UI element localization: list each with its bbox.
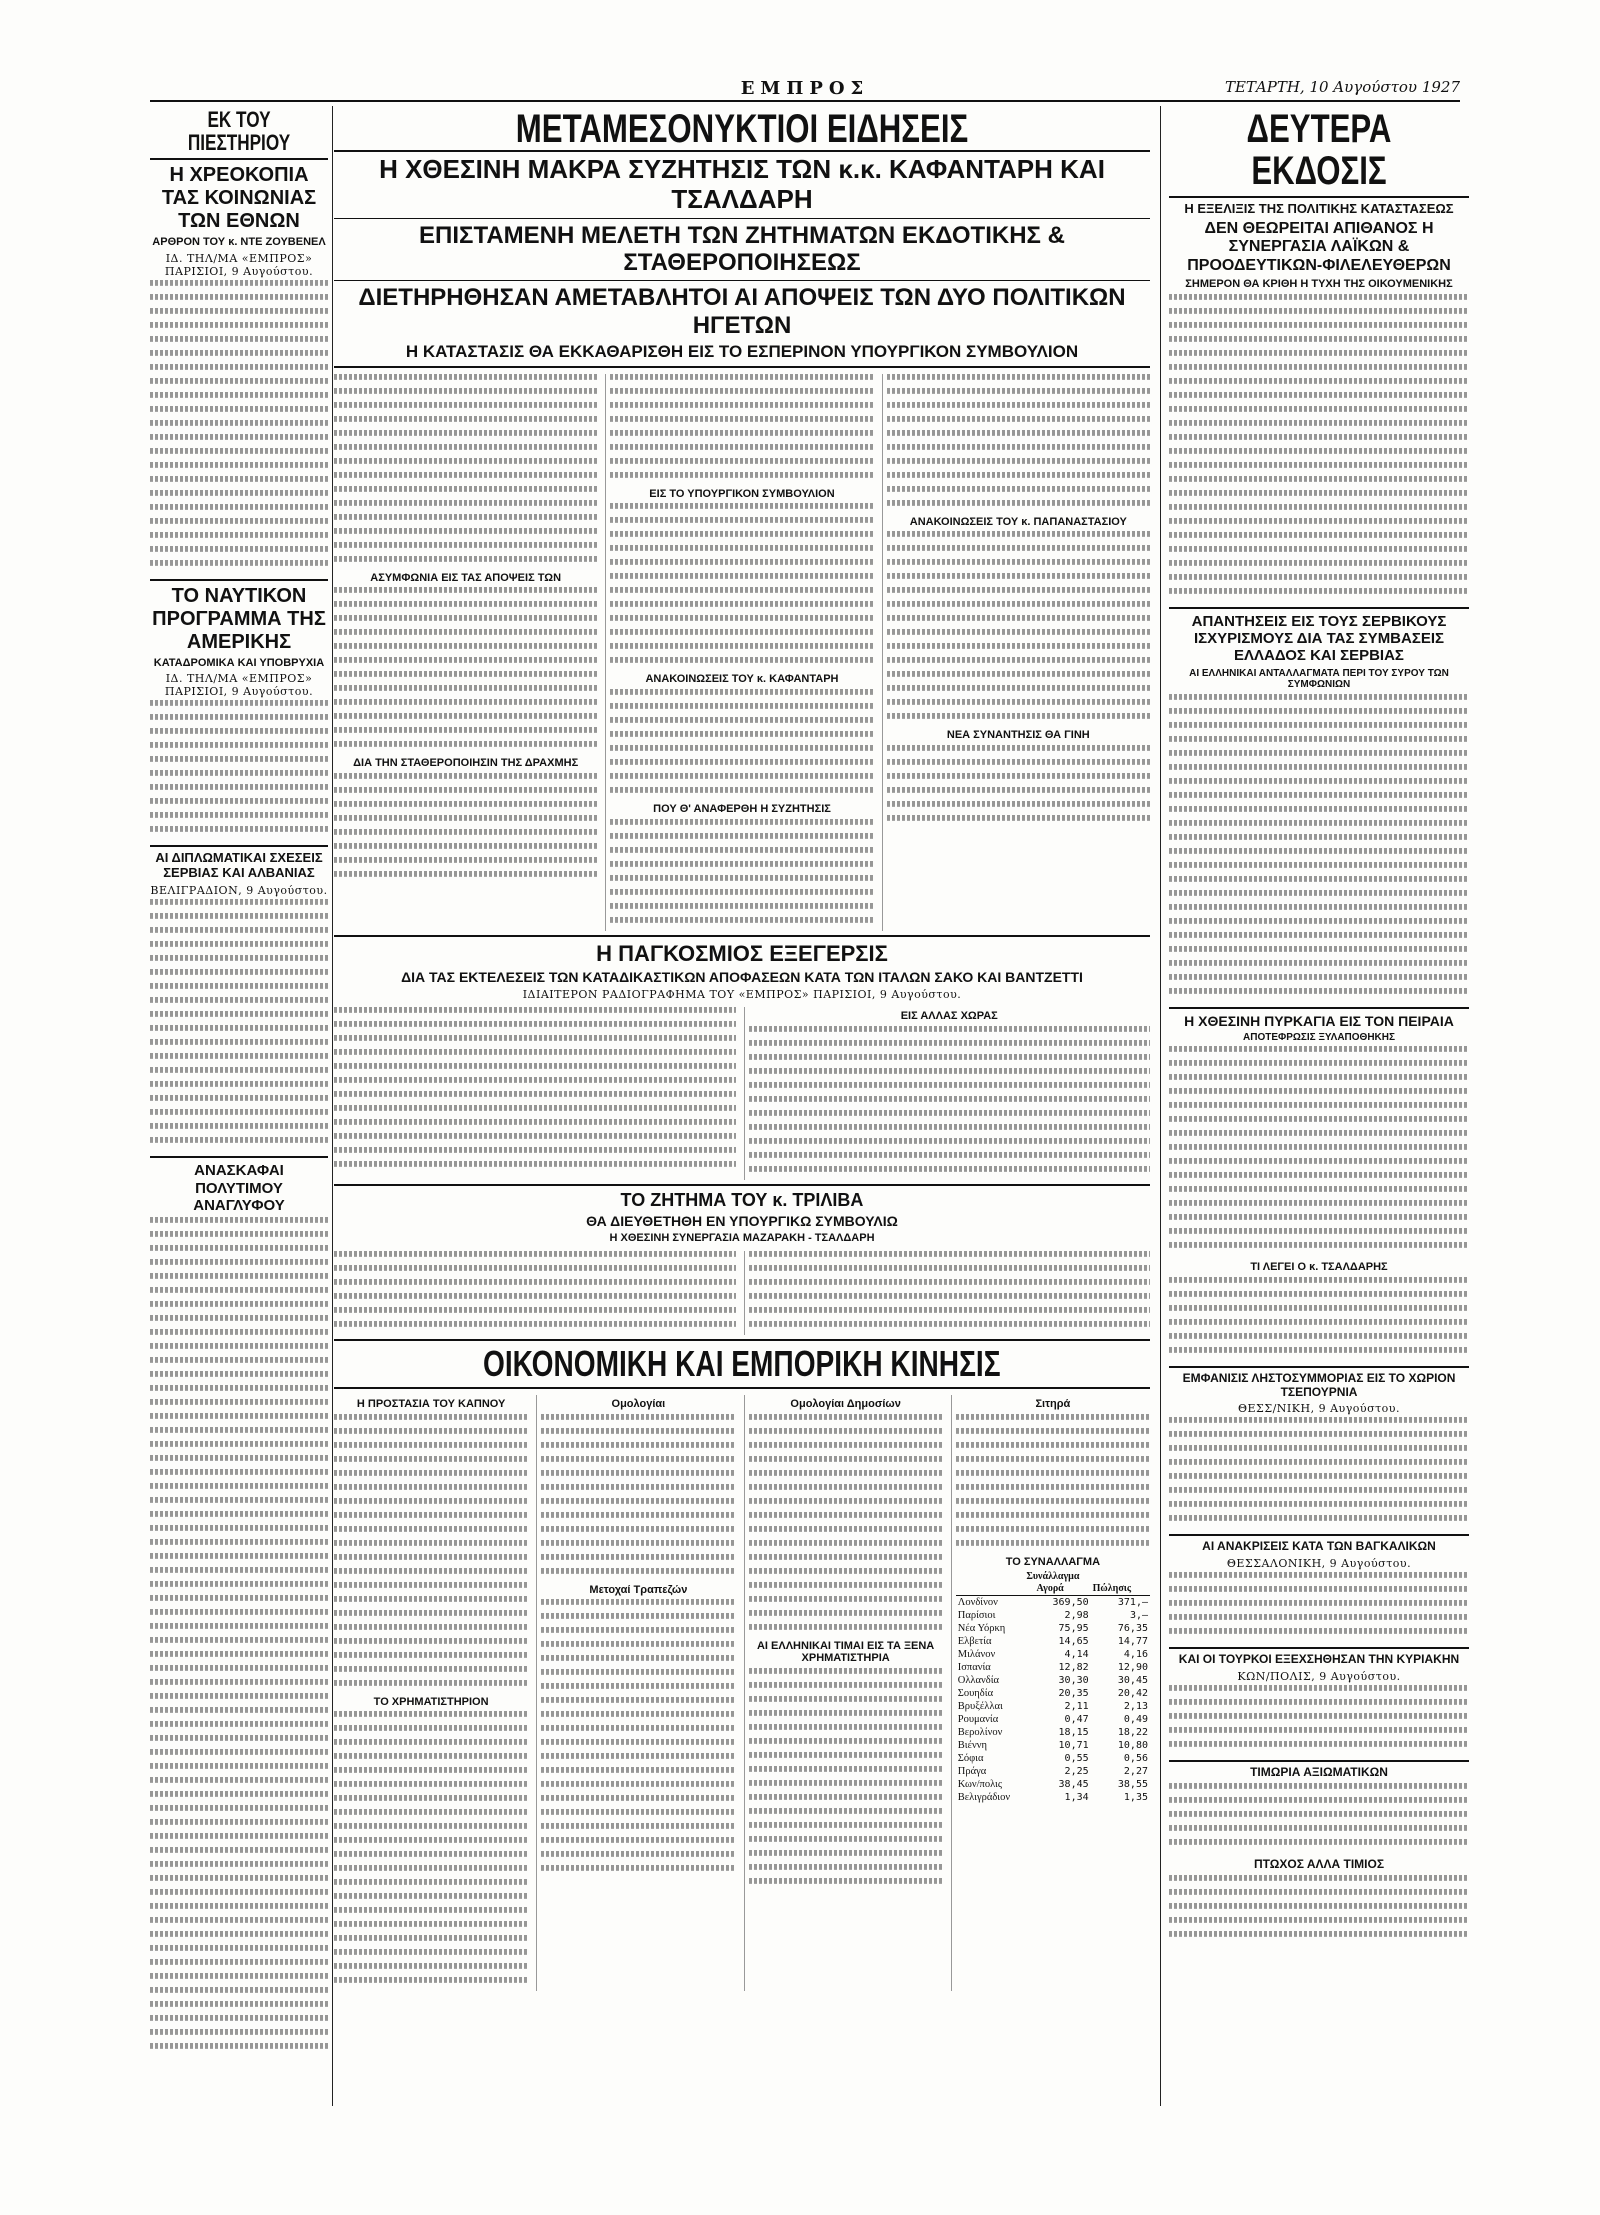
foreign-markets-subhead: ΑΙ ΕΛΛΗΝΙΚΑΙ ΤΙΜΑΙ ΕΙΣ ΤΑ ΞΕΝΑ ΧΡΗΜΑΤΙΣΤΗΡΙΑ <box>756 1639 935 1665</box>
table-row <box>956 1700 1150 1713</box>
cabinet-subhead: ΕΙΣ ΤΟ ΥΠΟΥΡΓΙΚΟΝ ΣΥΜΒΟΥΛΙΟΝ <box>649 487 835 500</box>
currency-name: Μιλάνον <box>957 1649 996 1661</box>
buy-rate: 14,65 <box>1058 1636 1089 1648</box>
buy-rate: 2,98 <box>1064 1610 1089 1622</box>
buy-rate: 38,45 <box>1058 1779 1089 1791</box>
tobacco-subhead: Η ΠΡΟΣΤΑΣΙΑ ΤΟΥ ΚΑΠΝΟΥ <box>356 1397 506 1410</box>
sell-rate: 12,90 <box>1117 1662 1148 1674</box>
sell-rate: 30,45 <box>1117 1675 1148 1687</box>
sell-rate: 76,35 <box>1117 1623 1148 1635</box>
officers-article-body <box>1169 1783 1469 1852</box>
buy-rate: 10,71 <box>1058 1740 1089 1752</box>
masthead <box>150 78 1460 102</box>
inquiry-article-body <box>1169 1572 1469 1641</box>
currency-name: Βιέννη <box>957 1740 987 1752</box>
discussion-subhead: ΠΟΥ Θ' ΑΝΑΦΕΡΘΗ Η ΣΥΖΗΤΗΣΙΣ <box>653 802 831 815</box>
sell-rate: 1,35 <box>1123 1792 1148 1804</box>
sell-rate: 20,42 <box>1117 1688 1148 1700</box>
bank-shares-subhead: Μετοχαί Τραπεζών <box>589 1583 688 1596</box>
table-row <box>956 1609 1150 1622</box>
sell-rate: 3,— <box>1129 1610 1148 1622</box>
middle-column <box>334 106 1150 2106</box>
serbian-claims-headline: ΑΠΑΝΤΗΣΕΙΣ ΕΙΣ ΤΟΥΣ ΣΕΡΒΙΚΟΥΣ ΙΣΧΥΡΙΣΜΟΥΣ ΔΙΑ ΤΑΣ ΣΥΜΒΑΣΕΙΣ ΕΛΛΑΔΟΣ ΚΑΙ ΣΕΡΒΙΑΣ <box>1191 612 1447 665</box>
fire-headline: Η ΧΘΕΣΙΝΗ ΠΥΡΚΑΓΙΑ ΕΙΣ ΤΟΝ ΠΕΙΡΑΙΑ <box>1184 1012 1454 1029</box>
inquiry-headline: ΑΙ ΑΝΑΚΡΙΣΕΙΣ ΚΑΤΑ ΤΩΝ ΒΑΓΚΑΛΙΚΩΝ <box>1202 1539 1436 1554</box>
inquiry-dateline: ΘΕΣΣΑΛΟΝΙΚΗ, 9 Αυγούστου. <box>1226 1557 1412 1571</box>
table-row <box>956 1661 1150 1674</box>
table-row <box>956 1791 1150 1804</box>
politics-article-body <box>1169 294 1469 601</box>
political-col-2 <box>605 374 873 931</box>
navy-dateline: ΙΔ. ΤΗΛ/ΜΑ «ΕΜΠΡΟΣ» ΠΑΡΙΣΙΟΙ, 9 Αυγούστου. <box>164 672 314 699</box>
buy-rate: 30,30 <box>1058 1675 1089 1687</box>
currency-name: Βελιγράδιον <box>957 1792 1011 1804</box>
diplomacy-dateline: ΒΕΛΙΓΡΑΔΙΟΝ, 9 Αυγούστου. <box>150 884 328 898</box>
trilivas-headline: ΤΟ ΖΗΤΗΜΑ ΤΟΥ κ. ΤΡΙΛΙΒΑ <box>620 1189 864 1210</box>
new-meeting-subhead: ΝΕΑ ΣΥΝΑΝΤΗΣΙΣ ΘΑ ΓΙΝΗ <box>946 729 1090 742</box>
league-byline: ΑΡΘΡΟΝ ΤΟΥ κ. ΝΤΕ ΖΟΥΒΕΝΕΛ <box>152 236 326 249</box>
uprising-col-1 <box>334 1007 736 1180</box>
exchange-header-currency <box>956 1582 1035 1596</box>
issue-date: ΤΕΤΑΡΤΗ, 10 Αυγούστου 1927 <box>1224 78 1460 96</box>
currency-name: Ισπανία <box>957 1662 991 1674</box>
exchange-table-header <box>956 1582 1150 1596</box>
buy-rate: 0,47 <box>1064 1714 1089 1726</box>
coalition-fate-headline: ΣΗΜΕΡΟΝ ΘΑ ΚΡΙΘΗ Η ΤΥΧΗ ΤΗΣ ΟΙΚΟΥΜΕΝΙΚΗΣ <box>1185 278 1453 291</box>
fire-article-body <box>1169 1046 1469 1255</box>
sell-rate: 2,13 <box>1123 1701 1148 1713</box>
excavation-article-body <box>150 1217 328 2056</box>
sacco-vanzetti-subhead: ΔΙΑ ΤΑΣ ΕΚΤΕΛΕΣΕΙΣ ΤΩΝ ΚΑΤΑΔΙΚΑΣΤΙΚΩΝ ΑΠΟΦΑΣΕΩΝ ΚΑΤΑ ΤΩΝ ΙΤΑΛΩΝ ΣΑΚΟ ΚΑΙ ΒΑΝΤΖΕΤΤΙ <box>401 968 1083 985</box>
uprising-dateline: ΙΔΙΑΙΤΕΡΟΝ ΡΑΔΙΟΓΡΑΦΗΜΑ ΤΟΥ «ΕΜΠΡΟΣ» ΠΑΡΙΣΙΟΙ, 9 Αυγούστου. <box>522 988 962 1002</box>
sell-rate: 18,22 <box>1117 1727 1148 1739</box>
currency-name: Πράγα <box>957 1766 987 1778</box>
table-row <box>956 1765 1150 1778</box>
table-row <box>956 1596 1150 1610</box>
currency-name: Λονδίνον <box>957 1597 998 1609</box>
stabilisation-headline: ΕΠΙΣΤΑΜΕΝΗ ΜΕΛΕΤΗ ΤΩΝ ΖΗΤΗΜΑΤΩΝ ΕΚΔΟΤΙΚΗΣ & ΣΤΑΘΕΡΟΠΟΙΗΣΕΩΣ <box>419 221 1065 277</box>
right-column <box>1160 106 1469 2106</box>
economic-col-2 <box>536 1395 735 1991</box>
debate-headline: Η ΧΘΕΣΙΝΗ ΜΑΚΡΑ ΣΥΖΗΤΗΣΙΣ ΤΩΝ κ.κ. ΚΑΦΑΝΤΑΡΗ ΚΑΙ ΤΣΑΛΔΑΡΗ <box>379 154 1105 214</box>
trilivas-columns <box>334 1251 1150 1335</box>
currency-name: Βρυξέλλαι <box>957 1701 1003 1713</box>
poor-honest-article-body <box>1169 1875 1469 1944</box>
newspaper-name: ΕΜΠΡΟΣ <box>740 78 870 99</box>
navy-headline: ΤΟ ΝΑΥΤΙΚΟΝ ΠΡΟΓΡΑΜΜΑ ΤΗΣ ΑΜΕΡΙΚΗΣ <box>152 584 326 653</box>
drachma-subhead: ΔΙΑ ΤΗΝ ΣΤΑΘΕΡΟΠΟΙΗΣΙΝ ΤΗΣ ΔΡΑΧΜΗΣ <box>353 757 579 770</box>
trilivas-subhead-1: ΘΑ ΔΙΕΥΘΕΤΗΘΗ ΕΝ ΥΠΟΥΡΓΙΚΩ ΣΥΜΒΟΥΛΙΩ <box>586 1213 898 1230</box>
buy-rate: 2,25 <box>1064 1766 1089 1778</box>
turks-headline: ΚΑΙ ΟΙ ΤΟΥΡΚΟΙ ΕΞΕΧΣΗΘΗΣΑΝ ΤΗΝ ΚΥΡΙΑΚΗΝ <box>1178 1652 1460 1667</box>
sell-rate: 14,77 <box>1117 1636 1148 1648</box>
currency-name: Σόφια <box>957 1753 984 1765</box>
cooperation-headline: ΔΕΝ ΘΕΩΡΕΙΤΑΙ ΑΠΙΘΑΝΟΣ Η ΣΥΝΕΡΓΑΣΙΑ ΛΑΪΚΩΝ & ΠΡΟΟΔΕΥΤΙΚΩΝ-ΦΙΛΕΛΕΥΘΕΡΩΝ <box>1187 219 1451 274</box>
trilivas-col-2 <box>744 1251 1151 1335</box>
buy-rate: 1,34 <box>1064 1792 1089 1804</box>
excavation-headline: ΑΝΑΣΚΑΦΑΙ ΠΟΛΥΤΙΜΟΥ ΑΝΑΓΛΥΦΟΥ <box>193 1162 285 1214</box>
officers-headline: ΤΙΜΩΡΙΑ ΑΞΙΩΜΑΤΙΚΩΝ <box>1250 1764 1388 1779</box>
table-row <box>956 1687 1150 1700</box>
serbian-article-body <box>1169 694 1469 1001</box>
exchange-market-subhead: ΤΟ ΧΡΗΜΑΤΙΣΤΗΡΙΟΝ <box>373 1695 489 1708</box>
papanastasiou-subhead: ΑΝΑΚΟΙΝΩΣΕΙΣ ΤΟΥ κ. ΠΑΠΑΝΑΣΤΑΣΙΟΥ <box>909 515 1127 528</box>
sell-rate: 371,— <box>1117 1597 1148 1609</box>
table-row <box>956 1713 1150 1726</box>
trilivas-col-1 <box>334 1251 736 1335</box>
political-situation-headline: Η ΕΞΕΛΙΞΙΣ ΤΗΣ ΠΟΛΙΤΙΚΗΣ ΚΑΤΑΣΤΑΣΕΩΣ <box>1184 201 1454 216</box>
economic-columns <box>334 1395 1150 1991</box>
exchange-header-sell: Πώλησις <box>1091 1582 1150 1596</box>
kafantaris-subhead: ΑΝΑΚΟΙΝΩΣΕΙΣ ΤΟΥ κ. ΚΑΦΑΝΤΑΡΗ <box>645 673 839 686</box>
currency-subhead: ΤΟ ΣΥΝΑΛΛΑΓΜΑ <box>1005 1555 1101 1568</box>
bandits-article-body <box>1169 1417 1469 1528</box>
leaders-headline: ΔΙΕΤΗΡΗΘΗΣΑΝ ΑΜΕΤΑΒΛΗΤΟΙ ΑΙ ΑΠΟΨΕΙΣ ΤΩΝ ΔΥΟ ΠΟΛΙΤΙΚΩΝ ΗΓΕΤΩΝ <box>358 283 1126 339</box>
currency-name: Σουηδία <box>957 1688 994 1700</box>
bandits-dateline: ΘΕΣΣ/ΝΙΚΗ, 9 Αυγούστου. <box>1238 1402 1400 1416</box>
currency-name: Ρουμανία <box>957 1714 999 1726</box>
buy-rate: 4,14 <box>1064 1649 1089 1661</box>
sell-rate: 2,27 <box>1123 1766 1148 1778</box>
turks-dateline: ΚΩΝ/ΠΟΛΙΣ, 9 Αυγούστου. <box>1237 1669 1401 1683</box>
buy-rate: 369,50 <box>1052 1597 1089 1609</box>
currency-name: Παρίσιοι <box>957 1610 996 1622</box>
table-row <box>956 1635 1150 1648</box>
table-row <box>956 1622 1150 1635</box>
sell-rate: 4,16 <box>1123 1649 1148 1661</box>
trilivas-subhead-2: Η ΧΘΕΣΙΝΗ ΣΥΝΕΡΓΑΣΙΑ ΜΑΖΑΡΑΚΗ - ΤΣΑΛΔΑΡΗ <box>609 1232 875 1245</box>
grain-subhead: Σιτηρά <box>1035 1397 1071 1410</box>
league-article-body <box>150 280 328 573</box>
left-column <box>150 106 333 2106</box>
sell-rate: 10,80 <box>1117 1740 1148 1752</box>
tsaldaris-article-body <box>1169 1277 1469 1360</box>
economic-col-3 <box>744 1395 943 1991</box>
other-countries-subhead: ΕΙΣ ΑΛΛΑΣ ΧΩΡΑΣ <box>900 1010 998 1023</box>
buy-rate: 0,55 <box>1064 1753 1089 1765</box>
table-row <box>956 1674 1150 1687</box>
uprising-headline: Η ΠΑΓΚΟΣΜΙΟΣ ΕΞΕΓΕΡΣΙΣ <box>596 940 888 966</box>
sell-rate: 0,56 <box>1123 1753 1148 1765</box>
currency-name: Ελβετία <box>957 1636 992 1648</box>
table-row <box>956 1752 1150 1765</box>
buy-rate: 18,15 <box>1058 1727 1089 1739</box>
exchange-header-buy: Αγορά <box>1035 1582 1091 1596</box>
political-columns <box>334 374 1150 931</box>
public-bonds-subhead: Ομολογίαι Δημοσίων <box>790 1397 901 1410</box>
uprising-col-2 <box>744 1007 1151 1180</box>
serbian-claims-subhead: ΑΙ ΕΛΛΗΝΙΚΑΙ ΑΝΤΑΛΛΑΓΜΑΤΑ ΠΕΡΙ ΤΟΥ ΣΥΡΟΥ ΤΩΝ ΣΥΜΦΩΝΙΩΝ <box>1189 667 1449 690</box>
league-headline: Η ΧΡΕΟΚΟΠΙΑ ΤΑΣ ΚΟΙΝΩΝΙΑΣ ΤΩΝ ΕΘΝΩΝ <box>161 164 317 233</box>
economic-col-4 <box>951 1395 1150 1991</box>
political-col-3 <box>882 374 1150 931</box>
buy-rate: 12,82 <box>1058 1662 1089 1674</box>
bonds-subhead: Ομολογίαι <box>611 1397 666 1410</box>
table-row <box>956 1726 1150 1739</box>
currency-name: Νέα Υόρκη <box>957 1623 1006 1635</box>
navy-article-body <box>150 700 328 839</box>
economic-col-1 <box>334 1395 528 1991</box>
buy-rate: 75,95 <box>1058 1623 1089 1635</box>
table-row <box>956 1739 1150 1752</box>
currency-name: Βερολίνον <box>957 1727 1003 1739</box>
buy-rate: 2,11 <box>1064 1701 1089 1713</box>
economic-banner: ΟΙΚΟΝΟΜΙΚΗ ΚΑΙ ΕΜΠΟΡΙΚΗ ΚΙΝΗΣΙΣ <box>483 1343 1001 1385</box>
currency-name: Ολλανδία <box>957 1675 1000 1687</box>
tsaldaris-subhead: ΤΙ ΛΕΓΕΙ Ο κ. ΤΣΑΛΔΑΡΗΣ <box>1250 1261 1388 1274</box>
diplomacy-article-body <box>150 899 328 1150</box>
league-dateline: ΙΔ. ΤΗΛ/ΜΑ «ΕΜΠΡΟΣ» ΠΑΡΙΣΙΟΙ, 9 Αυγούστου. <box>164 251 314 278</box>
table-row <box>956 1778 1150 1791</box>
fire-subhead: ΑΠΟΤΕΦΡΩΣΙΣ ΞΥΛΑΠΟΘΗΚΗΣ <box>1243 1031 1395 1043</box>
navy-subheadline: ΚΑΤΑΔΡΟΜΙΚΑ ΚΑΙ ΥΠΟΒΡΥΧΙΑ <box>153 656 325 669</box>
sell-rate: 38,55 <box>1117 1779 1148 1791</box>
turks-article-body <box>1169 1685 1469 1754</box>
cabinet-headline: Η ΚΑΤΑΣΤΑΣΙΣ ΘΑ ΕΚΚΑΘΑΡΙΣΘΗ ΕΙΣ ΤΟ ΕΣΠΕΡΙΝΟΝ ΥΠΟΥΡΓΙΚΟΝ ΣΥΜΒΟΥΛΙΟΝ <box>405 342 1079 362</box>
diplomacy-headline: ΑΙ ΔΙΠΛΩΜΑΤΙΚΑΙ ΣΧΕΣΕΙΣ ΣΕΡΒΙΑΣ ΚΑΙ ΑΛΒΑΝΙΑΣ <box>155 850 323 881</box>
currency-name: Κων/πολις <box>957 1779 1003 1791</box>
midnight-news-banner: ΜΕΤΑΜΕΣΟΝΥΚΤΙΟΙ ΕΙΔΗΣΕΙΣ <box>334 108 1150 152</box>
exchange-table-caption: Συνάλλαγμα <box>1026 1571 1080 1583</box>
political-col-1 <box>334 374 597 931</box>
bandits-headline: ΕΜΦΑΝΙΣΙΣ ΛΗΣΤΟΣΥΜΜΟΡΙΑΣ ΕΙΣ ΤΟ ΧΩΡΙΟΝ ΤΣΕΠΟΥΡΝΙΑ <box>1182 1370 1456 1399</box>
exchange-rate-table <box>956 1571 1150 1804</box>
buy-rate: 20,35 <box>1058 1688 1089 1700</box>
poor-honest-headline: ΠΤΩΧΟΣ ΑΛΛΑ ΤΙΜΙΟΣ <box>1253 1856 1385 1871</box>
press-kicker: ΕΚ ΤΟΥ ΠΙΕΣΤΗΡΙΟΥ <box>187 107 291 156</box>
disagreement-subhead: ΑΣΥΜΦΩΝΙΑ ΕΙΣ ΤΑΣ ΑΠΟΨΕΙΣ ΤΩΝ <box>370 571 562 584</box>
second-edition-banner: ΔΕΥΤΕΡΑ ΕΚΔΟΣΙΣ <box>1246 107 1392 193</box>
table-row <box>956 1648 1150 1661</box>
uprising-columns <box>334 1007 1150 1180</box>
sell-rate: 0,49 <box>1123 1714 1148 1726</box>
